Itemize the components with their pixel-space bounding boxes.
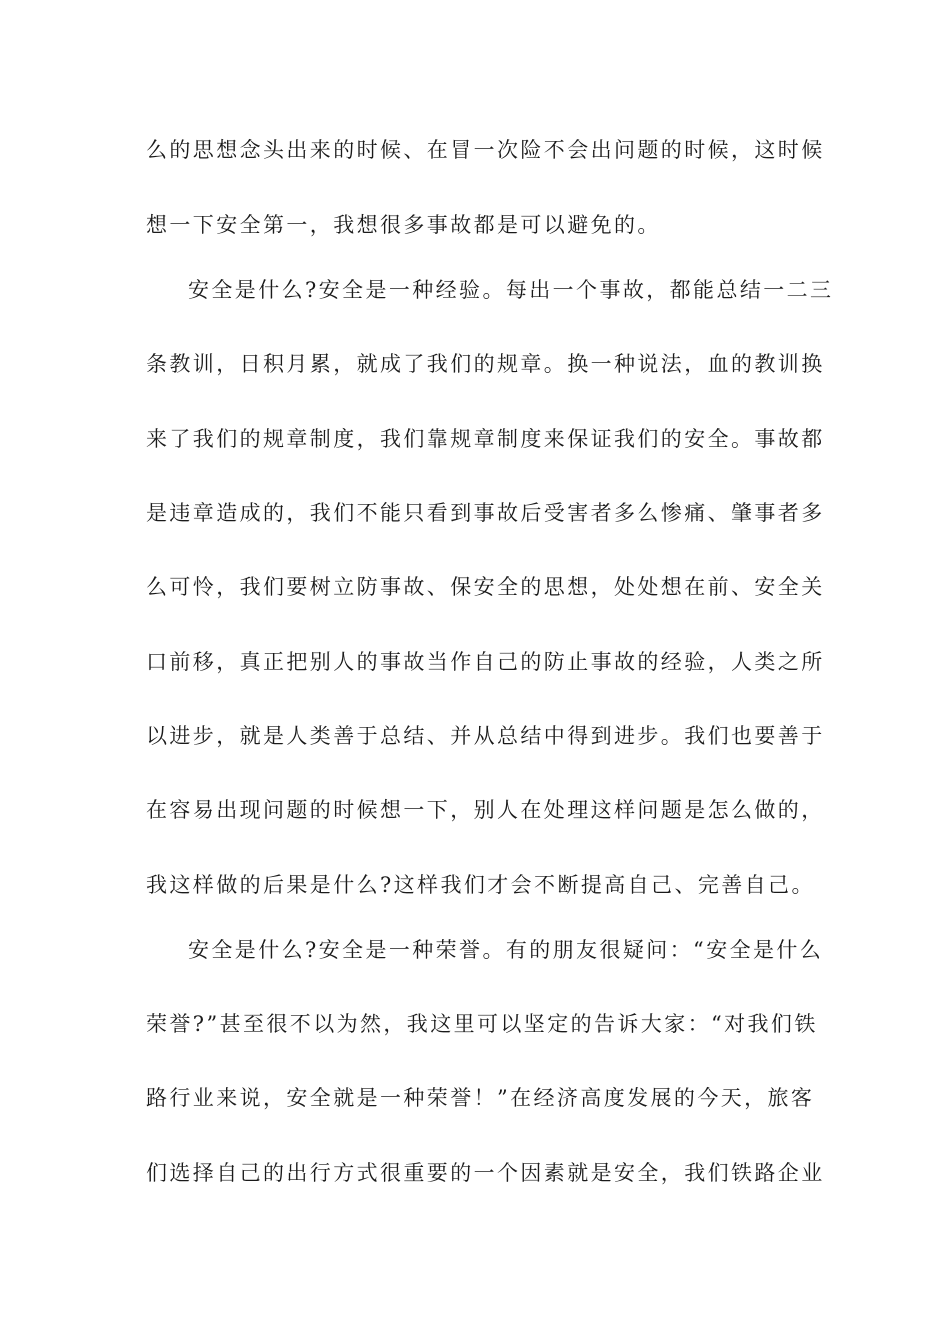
text-line-13: 荣誉?”甚至很不以为然，我这里可以坚定的告诉大家：“对我们铁 [146, 1012, 818, 1036]
text-line-2: 想一下安全第一，我想很多事故都是可以避免的。 [146, 213, 661, 237]
text-line-14: 路行业来说，安全就是一种荣誉！”在经济高度发展的今天，旅客 [146, 1086, 815, 1110]
text-line-15: 们选择自己的出行方式很重要的一个因素就是安全，我们铁路企业 [146, 1161, 825, 1185]
text-line-1: 么的思想念头出来的时候、在冒一次险不会出问题的时候，这时候 [146, 138, 825, 162]
text-line-8: 口前移，真正把别人的事故当作自己的防止事故的经验，人类之所 [146, 650, 825, 674]
paragraph-start-line-3: 安全是什么?安全是一种经验。每出一个事故，都能总结一二三 [188, 278, 834, 302]
text-line-11: 我这样做的后果是什么?这样我们才会不断提高自己、完善自己。 [146, 873, 815, 897]
text-line-7: 么可怜，我们要树立防事故、保安全的思想，处处想在前、安全关 [146, 575, 825, 599]
text-line-10: 在容易出现问题的时候想一下，别人在处理这样问题是怎么做的， [146, 798, 825, 822]
text-line-4: 条教训，日积月累，就成了我们的规章。换一种说法，血的教训换 [146, 352, 825, 376]
paragraph-start-line-12: 安全是什么?安全是一种荣誉。有的朋友很疑问：“安全是什么 [188, 938, 824, 962]
text-line-9: 以进步，就是人类善于总结、并从总结中得到进步。我们也要善于 [146, 724, 825, 748]
text-line-6: 是违章造成的，我们不能只看到事故后受害者多么惨痛、肇事者多 [146, 501, 825, 525]
text-line-5: 来了我们的规章制度，我们靠规章制度来保证我们的安全。事故都 [146, 427, 825, 451]
